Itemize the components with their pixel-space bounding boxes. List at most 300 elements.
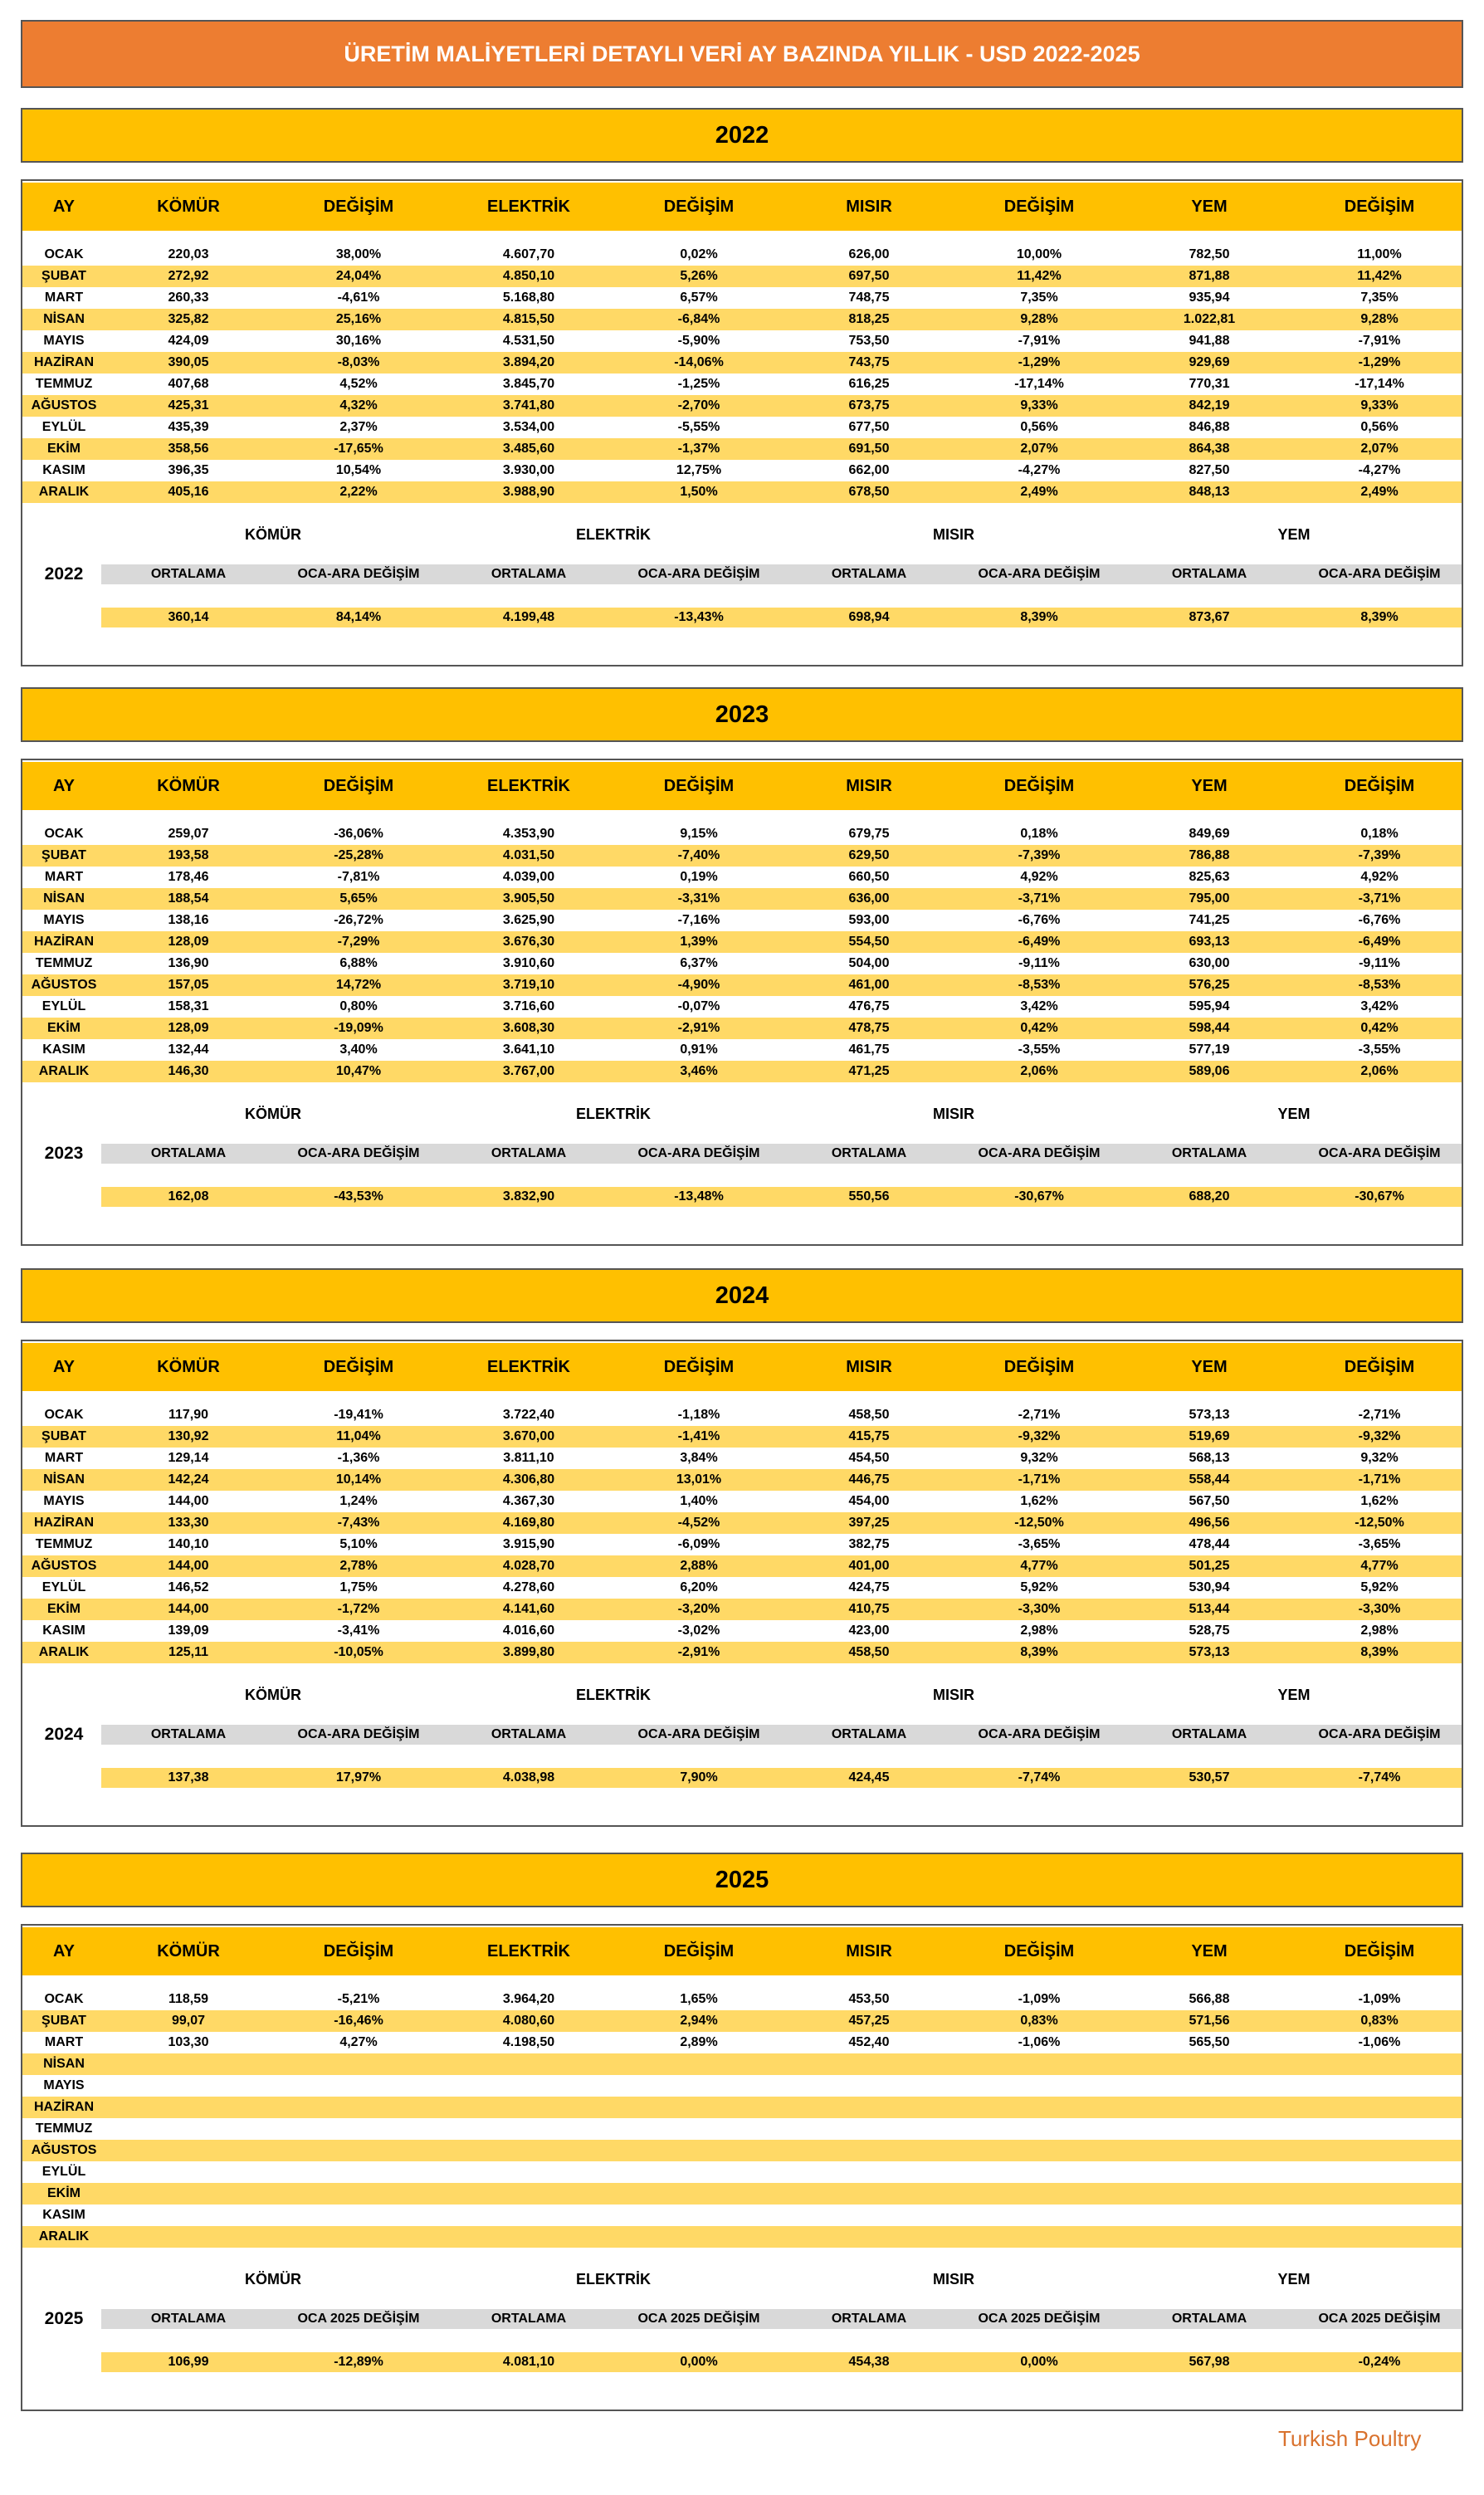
table-cell: 407,68 bbox=[168, 377, 209, 391]
table-cell: 504,00 bbox=[848, 956, 890, 970]
column-header: DEĞİŞİM bbox=[323, 777, 394, 795]
table-cell: 458,50 bbox=[848, 1408, 890, 1422]
table-cell: 842,19 bbox=[1189, 398, 1230, 413]
table-row bbox=[22, 481, 1462, 503]
table-cell: 9,32% bbox=[1360, 1451, 1399, 1465]
table-cell: 741,25 bbox=[1189, 913, 1230, 927]
table-cell: -1,37% bbox=[677, 442, 720, 456]
column-header: YEM bbox=[1191, 1942, 1228, 1960]
month-label: MART bbox=[44, 1451, 84, 1465]
table-cell: 9,28% bbox=[1360, 312, 1399, 326]
table-cell: -3,20% bbox=[677, 1602, 720, 1616]
column-header: KÖMÜR bbox=[157, 1358, 220, 1376]
table-cell: 461,75 bbox=[848, 1042, 890, 1057]
table-cell: 4,92% bbox=[1020, 870, 1058, 884]
table-cell: 848,13 bbox=[1189, 485, 1230, 499]
table-cell: 99,07 bbox=[171, 2014, 206, 2028]
table-cell: 577,19 bbox=[1189, 1042, 1230, 1057]
table-cell: -8,53% bbox=[1018, 978, 1061, 992]
summary-header: ORTALAMA bbox=[491, 567, 567, 581]
column-header: MISIR bbox=[846, 198, 892, 216]
summary-category-label: KÖMÜR bbox=[245, 526, 301, 543]
summary-value: 550,56 bbox=[848, 1189, 890, 1204]
summary-value: 137,38 bbox=[168, 1770, 209, 1785]
table-cell: 3.716,60 bbox=[502, 999, 555, 1013]
summary-category-label: YEM bbox=[1277, 1687, 1311, 1703]
table-cell: 0,42% bbox=[1020, 1021, 1058, 1035]
table-cell: 139,09 bbox=[168, 1623, 209, 1638]
table-cell: 593,00 bbox=[848, 913, 890, 927]
table-cell: 679,75 bbox=[848, 827, 890, 841]
table-cell: -7,29% bbox=[337, 935, 380, 949]
table-cell: 935,94 bbox=[1189, 291, 1230, 305]
table-cell: 461,00 bbox=[848, 978, 890, 992]
summary-value: 424,45 bbox=[848, 1770, 890, 1785]
table-cell: 795,00 bbox=[1189, 891, 1230, 906]
table-cell: 0,56% bbox=[1020, 420, 1058, 434]
month-label: NİSAN bbox=[43, 2057, 85, 2071]
table-cell: 188,54 bbox=[168, 891, 209, 906]
summary-header: OCA-ARA DEĞİŞİM bbox=[637, 1146, 760, 1160]
table-cell: -8,53% bbox=[1358, 978, 1401, 992]
table-cell: -6,76% bbox=[1018, 913, 1061, 927]
table-cell: 3.485,60 bbox=[502, 442, 555, 456]
table-cell: -3,65% bbox=[1358, 1537, 1401, 1551]
table-cell: 1,39% bbox=[680, 935, 718, 949]
summary-category-label: KÖMÜR bbox=[245, 1687, 301, 1703]
table-cell: 325,82 bbox=[168, 312, 209, 326]
table-cell: 4.278,60 bbox=[502, 1580, 555, 1594]
table-cell: -7,91% bbox=[1018, 334, 1061, 348]
month-label: MART bbox=[44, 2035, 84, 2049]
column-header: DEĞİŞİM bbox=[663, 1358, 735, 1376]
column-header: ELEKTRİK bbox=[487, 777, 570, 795]
year-header: 2025 bbox=[21, 1853, 1463, 1907]
table-cell: 4.016,60 bbox=[502, 1623, 555, 1638]
summary-header: OCA-ARA DEĞİŞİM bbox=[978, 1727, 1101, 1741]
table-cell: -4,52% bbox=[677, 1516, 720, 1530]
summary-category-label: ELEKTRİK bbox=[576, 1687, 651, 1703]
summary-value: -7,74% bbox=[1018, 1770, 1061, 1785]
table-cell: 415,75 bbox=[848, 1429, 890, 1443]
table-cell: -5,21% bbox=[337, 1992, 380, 2006]
summary-value: 162,08 bbox=[168, 1189, 209, 1204]
summary-value: 0,00% bbox=[1020, 2355, 1058, 2369]
table-cell: 3.676,30 bbox=[502, 935, 555, 949]
table-cell: -6,76% bbox=[1358, 913, 1401, 927]
column-header: DEĞİŞİM bbox=[663, 1942, 735, 1960]
table-cell: 4.080,60 bbox=[502, 2014, 555, 2028]
table-cell: 14,72% bbox=[335, 978, 382, 992]
month-label: AĞUSTOS bbox=[31, 978, 97, 992]
table-cell: 3.625,90 bbox=[502, 913, 555, 927]
table-cell: 0,42% bbox=[1360, 1021, 1399, 1035]
table-row bbox=[22, 953, 1462, 974]
table-row bbox=[22, 330, 1462, 352]
table-cell: -5,90% bbox=[677, 334, 720, 348]
table-cell: 3.988,90 bbox=[502, 485, 555, 499]
table-row bbox=[22, 1404, 1462, 1426]
month-label: MAYIS bbox=[43, 1494, 85, 1508]
summary-header: OCA-ARA DEĞİŞİM bbox=[1318, 1146, 1441, 1160]
table-cell: 5.168,80 bbox=[502, 291, 555, 305]
summary-category-label: ELEKTRİK bbox=[576, 1106, 651, 1122]
table-cell: 629,50 bbox=[848, 848, 890, 862]
table-cell: -1,29% bbox=[1358, 355, 1401, 369]
table-row bbox=[22, 1577, 1462, 1599]
table-cell: 3.964,20 bbox=[502, 1992, 555, 2006]
summary-category-label: ELEKTRİK bbox=[576, 2271, 651, 2287]
table-cell: 397,25 bbox=[848, 1516, 890, 1530]
month-label: EKİM bbox=[47, 1021, 81, 1035]
month-label: HAZİRAN bbox=[34, 1516, 94, 1530]
summary-header: OCA-ARA DEĞİŞİM bbox=[1318, 1727, 1441, 1741]
summary-header: OCA-ARA DEĞİŞİM bbox=[1318, 567, 1441, 581]
month-label: TEMMUZ bbox=[35, 956, 93, 970]
summary-category-label: MISIR bbox=[932, 2271, 974, 2287]
column-header: MISIR bbox=[846, 1358, 892, 1376]
table-cell: 130,92 bbox=[168, 1429, 209, 1443]
month-label: ARALIK bbox=[38, 1064, 90, 1078]
summary-value: 530,57 bbox=[1189, 1770, 1230, 1785]
table-cell: -7,81% bbox=[337, 870, 380, 884]
table-cell: -3,31% bbox=[677, 891, 720, 906]
table-cell: 528,75 bbox=[1189, 1623, 1230, 1638]
table-cell: 4.169,80 bbox=[502, 1516, 555, 1530]
table-cell: 4.028,70 bbox=[502, 1559, 555, 1573]
summary-value: 4.038,98 bbox=[502, 1770, 555, 1785]
summary-category-label: MISIR bbox=[932, 1106, 974, 1122]
table-cell: -12,50% bbox=[1355, 1516, 1404, 1530]
table-cell: 158,31 bbox=[168, 999, 209, 1013]
table-cell: 3.905,50 bbox=[502, 891, 555, 906]
table-cell: 3.930,00 bbox=[502, 463, 555, 477]
month-label: ŞUBAT bbox=[41, 2014, 86, 2028]
table-cell: 1,50% bbox=[680, 485, 718, 499]
summary-header: ORTALAMA bbox=[491, 1727, 567, 1741]
table-cell: 2,37% bbox=[339, 420, 378, 434]
table-cell: -6,49% bbox=[1018, 935, 1061, 949]
month-label: EYLÜL bbox=[41, 1580, 86, 1594]
table-cell: 405,16 bbox=[168, 485, 209, 499]
month-label: EKİM bbox=[47, 2186, 81, 2200]
table-cell: 678,50 bbox=[848, 485, 890, 499]
table-cell: 10,14% bbox=[335, 1472, 382, 1487]
table-cell: 558,44 bbox=[1189, 1472, 1230, 1487]
table-cell: 3.845,70 bbox=[502, 377, 555, 391]
summary-year-label: 2025 bbox=[44, 2309, 84, 2328]
table-row bbox=[22, 823, 1462, 845]
summary-header-row bbox=[101, 1144, 1462, 1164]
table-cell: 4.141,60 bbox=[502, 1602, 555, 1616]
table-cell: 598,44 bbox=[1189, 1021, 1230, 1035]
table-cell: 0,02% bbox=[680, 247, 718, 261]
brand-logo bbox=[1278, 2422, 1461, 2455]
table-cell: 0,18% bbox=[1360, 827, 1399, 841]
month-label: OCAK bbox=[44, 1992, 84, 2006]
table-cell: 501,25 bbox=[1189, 1559, 1230, 1573]
table-cell: 677,50 bbox=[848, 420, 890, 434]
table-row bbox=[22, 974, 1462, 996]
table-cell: 140,10 bbox=[168, 1537, 209, 1551]
table-cell: 4,32% bbox=[339, 398, 378, 413]
summary-category-label: YEM bbox=[1277, 1106, 1311, 1122]
table-cell: 103,30 bbox=[168, 2035, 209, 2049]
table-cell: 691,50 bbox=[848, 442, 890, 456]
table-cell: -3,55% bbox=[1018, 1042, 1061, 1057]
table-cell: -26,72% bbox=[334, 913, 383, 927]
summary-category-label: ELEKTRİK bbox=[576, 526, 651, 543]
table-row bbox=[22, 931, 1462, 953]
summary-value: -7,74% bbox=[1358, 1770, 1401, 1785]
table-cell: -1,41% bbox=[677, 1429, 720, 1443]
table-cell: 3.670,00 bbox=[502, 1429, 555, 1443]
month-label: NİSAN bbox=[43, 312, 85, 326]
table-cell: 142,24 bbox=[168, 1472, 209, 1487]
column-header: YEM bbox=[1191, 777, 1228, 795]
table-cell: -7,91% bbox=[1358, 334, 1401, 348]
table-cell: 3.722,40 bbox=[502, 1408, 555, 1422]
month-label: MAYIS bbox=[43, 913, 85, 927]
column-header: DEĞİŞİM bbox=[1344, 1358, 1415, 1376]
month-label: TEMMUZ bbox=[35, 1537, 93, 1551]
table-cell: 8,39% bbox=[1360, 1645, 1399, 1659]
column-header: KÖMÜR bbox=[157, 777, 220, 795]
summary-header: OCA-ARA DEĞİŞİM bbox=[978, 1146, 1101, 1160]
table-cell: 818,25 bbox=[848, 312, 890, 326]
table-cell: -3,30% bbox=[1358, 1602, 1401, 1616]
table-row bbox=[22, 244, 1462, 266]
table-row bbox=[22, 395, 1462, 417]
table-cell: 576,25 bbox=[1189, 978, 1230, 992]
table-row bbox=[22, 438, 1462, 460]
table-cell: -1,71% bbox=[1358, 1472, 1401, 1487]
table-row bbox=[22, 1555, 1462, 1577]
month-label: NİSAN bbox=[43, 891, 85, 906]
table-cell: 125,11 bbox=[168, 1645, 209, 1659]
table-cell: -36,06% bbox=[334, 827, 383, 841]
column-header-row bbox=[22, 762, 1462, 810]
table-cell: 626,00 bbox=[848, 247, 890, 261]
summary-header: ORTALAMA bbox=[491, 1146, 567, 1160]
table-cell: -8,03% bbox=[337, 355, 380, 369]
summary-value: 84,14% bbox=[335, 610, 382, 624]
month-label: KASIM bbox=[42, 463, 85, 477]
column-header: DEĞİŞİM bbox=[1003, 777, 1075, 795]
table-cell: -1,71% bbox=[1018, 1472, 1061, 1487]
table-row bbox=[22, 287, 1462, 309]
table-cell: 748,75 bbox=[848, 291, 890, 305]
column-header: KÖMÜR bbox=[157, 198, 220, 216]
table-cell: 476,75 bbox=[848, 999, 890, 1013]
table-cell: 496,56 bbox=[1189, 1516, 1230, 1530]
summary-header: ORTALAMA bbox=[150, 1727, 227, 1741]
table-cell: -17,65% bbox=[334, 442, 383, 456]
summary-category-label: KÖMÜR bbox=[245, 2271, 301, 2287]
summary-value: -43,53% bbox=[334, 1189, 383, 1204]
month-label: AĞUSTOS bbox=[31, 398, 97, 413]
table-cell: -3,65% bbox=[1018, 1537, 1061, 1551]
table-row bbox=[22, 2097, 1462, 2118]
table-row bbox=[22, 1599, 1462, 1620]
summary-header: ORTALAMA bbox=[150, 1146, 227, 1160]
summary-category-label: KÖMÜR bbox=[245, 1106, 301, 1122]
summary-year-label: 2022 bbox=[44, 564, 84, 583]
table-row bbox=[22, 1018, 1462, 1039]
table-cell: -0,07% bbox=[677, 999, 720, 1013]
summary-value: 360,14 bbox=[168, 610, 209, 624]
table-cell: 272,92 bbox=[168, 269, 209, 283]
table-cell: 425,31 bbox=[168, 398, 209, 413]
table-row bbox=[22, 2010, 1462, 2032]
table-cell: 132,44 bbox=[168, 1042, 209, 1057]
table-cell: 24,04% bbox=[335, 269, 382, 283]
table-cell: 3,84% bbox=[680, 1451, 718, 1465]
table-cell: 458,50 bbox=[848, 1645, 890, 1659]
table-cell: 743,75 bbox=[848, 355, 890, 369]
summary-header: OCA-ARA DEĞİŞİM bbox=[297, 567, 420, 581]
table-row bbox=[22, 1491, 1462, 1512]
table-cell: 4,52% bbox=[339, 377, 378, 391]
table-row bbox=[22, 867, 1462, 888]
summary-header: ORTALAMA bbox=[491, 2312, 567, 2326]
table-cell: 630,00 bbox=[1189, 956, 1230, 970]
table-cell: 454,00 bbox=[848, 1494, 890, 1508]
table-cell: -6,49% bbox=[1358, 935, 1401, 949]
table-cell: 1,75% bbox=[339, 1580, 378, 1594]
table-cell: 2,07% bbox=[1360, 442, 1399, 456]
table-cell: 9,15% bbox=[680, 827, 718, 841]
table-cell: -4,90% bbox=[677, 978, 720, 992]
table-cell: 519,69 bbox=[1189, 1429, 1230, 1443]
page-title: ÜRETİM MALİYETLERİ DETAYLI VERİ AY BAZINDA YILLIK - USD 2022-2025 bbox=[21, 20, 1463, 88]
table-cell: 0,56% bbox=[1360, 420, 1399, 434]
table-row bbox=[22, 845, 1462, 867]
table-cell: -3,71% bbox=[1358, 891, 1401, 906]
table-cell: 3.641,10 bbox=[502, 1042, 555, 1057]
table-cell: 453,50 bbox=[848, 1992, 890, 2006]
table-cell: 4.531,50 bbox=[502, 334, 555, 348]
table-cell: 30,16% bbox=[335, 334, 382, 348]
table-row bbox=[22, 910, 1462, 931]
table-cell: 636,00 bbox=[848, 891, 890, 906]
table-cell: 941,88 bbox=[1189, 334, 1230, 348]
table-cell: -19,41% bbox=[334, 1408, 383, 1422]
table-cell: 595,94 bbox=[1189, 999, 1230, 1013]
column-header: ELEKTRİK bbox=[487, 1942, 570, 1960]
table-cell: 8,39% bbox=[1020, 1645, 1058, 1659]
summary-value: -0,24% bbox=[1358, 2355, 1401, 2369]
table-cell: 4.367,30 bbox=[502, 1494, 555, 1508]
month-label: ARALIK bbox=[38, 1645, 90, 1659]
table-cell: 260,33 bbox=[168, 291, 209, 305]
table-cell: -9,32% bbox=[1018, 1429, 1061, 1443]
table-cell: 2,94% bbox=[680, 2014, 718, 2028]
table-cell: 4.815,50 bbox=[502, 312, 555, 326]
table-cell: 457,25 bbox=[848, 2014, 890, 2028]
summary-value: 17,97% bbox=[335, 1770, 382, 1785]
table-cell: -2,91% bbox=[677, 1021, 720, 1035]
table-cell: -2,70% bbox=[677, 398, 720, 413]
summary-category-label: MISIR bbox=[932, 526, 974, 543]
table-cell: 12,75% bbox=[676, 463, 722, 477]
summary-header: OCA-ARA DEĞİŞİM bbox=[637, 1727, 760, 1741]
table-cell: 396,35 bbox=[168, 463, 209, 477]
table-cell: -2,71% bbox=[1018, 1408, 1061, 1422]
table-cell: 2,89% bbox=[680, 2035, 718, 2049]
table-cell: -5,55% bbox=[677, 420, 720, 434]
table-cell: 446,75 bbox=[848, 1472, 890, 1487]
column-header: AY bbox=[53, 198, 75, 216]
table-cell: 849,69 bbox=[1189, 827, 1230, 841]
table-cell: 471,25 bbox=[848, 1064, 890, 1078]
table-cell: 3.767,00 bbox=[502, 1064, 555, 1078]
table-cell: -4,27% bbox=[1358, 463, 1401, 477]
summary-category-label: MISIR bbox=[932, 1687, 974, 1703]
year-table bbox=[21, 759, 1463, 1246]
table-row bbox=[22, 1534, 1462, 1555]
month-label: KASIM bbox=[42, 1623, 85, 1638]
summary-year-label: 2024 bbox=[44, 1725, 84, 1744]
column-header-row bbox=[22, 183, 1462, 231]
month-label: MAYIS bbox=[43, 334, 85, 348]
table-cell: 5,10% bbox=[339, 1537, 378, 1551]
summary-header: ORTALAMA bbox=[831, 1727, 907, 1741]
table-cell: 573,13 bbox=[1189, 1408, 1230, 1422]
column-header: DEĞİŞİM bbox=[1344, 777, 1415, 795]
table-cell: 4,27% bbox=[339, 2035, 378, 2049]
table-cell: 146,30 bbox=[168, 1064, 209, 1078]
table-cell: 2,06% bbox=[1360, 1064, 1399, 1078]
table-cell: -12,50% bbox=[1014, 1516, 1064, 1530]
summary-value: -13,48% bbox=[674, 1189, 724, 1204]
table-cell: 6,20% bbox=[680, 1580, 718, 1594]
table-cell: 2,98% bbox=[1020, 1623, 1058, 1638]
table-cell: -3,30% bbox=[1018, 1602, 1061, 1616]
table-cell: 565,50 bbox=[1189, 2035, 1230, 2049]
table-cell: 827,50 bbox=[1189, 463, 1230, 477]
summary-year-label: 2023 bbox=[44, 1144, 84, 1163]
table-cell: 3,46% bbox=[680, 1064, 718, 1078]
table-cell: 1.022,81 bbox=[1183, 312, 1236, 326]
month-label: ARALIK bbox=[38, 485, 90, 499]
table-cell: 146,52 bbox=[168, 1580, 209, 1594]
table-cell: 3.534,00 bbox=[502, 420, 555, 434]
column-header-row bbox=[22, 1343, 1462, 1391]
column-header: DEĞİŞİM bbox=[1003, 1358, 1075, 1376]
summary-value: 106,99 bbox=[168, 2355, 209, 2369]
table-cell: 1,24% bbox=[339, 1494, 378, 1508]
table-cell: 1,62% bbox=[1020, 1494, 1058, 1508]
table-cell: 3.608,30 bbox=[502, 1021, 555, 1035]
month-label: ŞUBAT bbox=[41, 269, 86, 283]
year-header: 2023 bbox=[21, 687, 1463, 742]
table-cell: 1,65% bbox=[680, 1992, 718, 2006]
table-cell: 0,18% bbox=[1020, 827, 1058, 841]
table-cell: 7,35% bbox=[1020, 291, 1058, 305]
brand-logo-text: Turkish Poultry bbox=[1278, 2426, 1422, 2451]
table-cell: -1,72% bbox=[337, 1602, 380, 1616]
table-cell: 4,77% bbox=[1360, 1559, 1399, 1573]
month-label: MART bbox=[44, 291, 84, 305]
table-cell: -19,09% bbox=[334, 1021, 383, 1035]
table-cell: -1,29% bbox=[1018, 355, 1061, 369]
table-cell: -1,06% bbox=[1018, 2035, 1061, 2049]
table-cell: -6,84% bbox=[677, 312, 720, 326]
summary-values-row bbox=[101, 608, 1462, 627]
column-header: DEĞİŞİM bbox=[323, 1358, 394, 1376]
table-row bbox=[22, 1448, 1462, 1469]
